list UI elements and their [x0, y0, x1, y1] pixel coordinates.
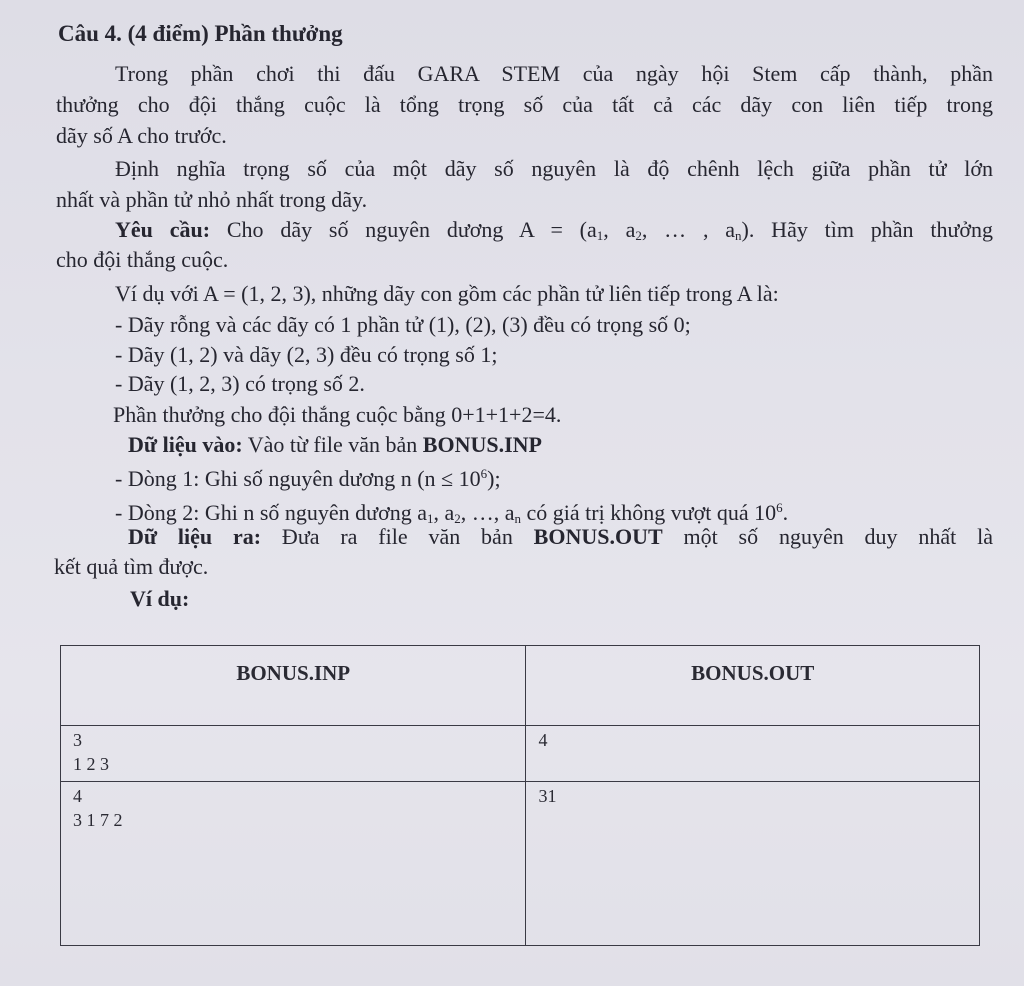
reward-line: Phần thưởng cho đội thắng cuộc bằng 0+1+1+2=4. [113, 402, 562, 427]
table-header-output: BONUS.OUT [526, 646, 980, 726]
output-label: Dữ liệu ra: [128, 524, 262, 549]
bullet-2: - Dãy (1, 2) và dãy (2, 3) đều có trọng số 1; [115, 342, 498, 367]
table-cell-input: 3 1 2 3 [61, 726, 526, 782]
example-intro: Ví dụ với A = (1, 2, 3), những dãy con gồm các phần tử liên tiếp trong A là: [115, 281, 779, 306]
bullet-3: - Dãy (1, 2, 3) có trọng số 2. [115, 371, 365, 396]
input-line1: - Dòng 1: Ghi số nguyên dương n $(n \le 10^6)$; [115, 466, 501, 491]
example-table [60, 645, 980, 946]
output-line2: kết quả tìm được. [54, 554, 209, 579]
table-row [61, 782, 980, 946]
para1-line3: dãy số A cho trước. [56, 123, 227, 148]
table-header-input: BONUS.INP [61, 646, 526, 726]
table-cell-input: 4 3 1 7 2 [61, 782, 526, 946]
input-heading: Dữ liệu vào: Vào từ file văn bản BONUS.INP [128, 432, 542, 457]
para1-line1: Trong phần chơi thi đấu GARA STEM của ngày hội Stem cấp thành, phần [115, 61, 993, 86]
example-label: Ví dụ: [130, 586, 190, 611]
output-line1: Dữ liệu ra: Đưa ra file văn bản BONUS.OUT một số nguyên duy nhất là [128, 524, 993, 549]
para2-line1: Định nghĩa trọng số của một dãy số nguyên là độ chênh lệch giữa phần tử lớn [115, 156, 993, 181]
requirement-label: Yêu cầu: [115, 217, 211, 242]
input-label: Dữ liệu vào: [128, 432, 243, 457]
table-header-row [61, 646, 980, 726]
input-line2: - Dòng 2: Ghi n số nguyên dương $a_1$, $a_2$, …, $a_n$ có giá trị không vượt quá $10^6$. [115, 500, 789, 526]
table-row [61, 726, 980, 782]
para2-line2: nhất và phần tử nhỏ nhất trong dãy. [56, 187, 368, 212]
question-title: Câu 4. (4 điểm) Phần thưởng [58, 21, 343, 46]
table-cell-output: 4 [526, 726, 980, 782]
requirement-line2: cho đội thắng cuộc. [56, 247, 229, 272]
bullet-1: - Dãy rỗng và các dãy có 1 phần tử (1), (2), (3) đều có trọng số 0; [115, 312, 691, 337]
input-filename: BONUS.INP [422, 432, 542, 457]
para1-line2: thưởng cho đội thắng cuộc là tổng trọng số của tất cả các dãy con liên tiếp trong [56, 92, 993, 117]
table-cell-output: 31 [526, 782, 980, 946]
requirement-line1: Yêu cầu: Cho dãy số nguyên dương $A = (a_1$, $a_2$, … , $a_n$). Hãy tìm phần thưởng [115, 217, 994, 243]
output-filename: BONUS.OUT [533, 524, 663, 549]
